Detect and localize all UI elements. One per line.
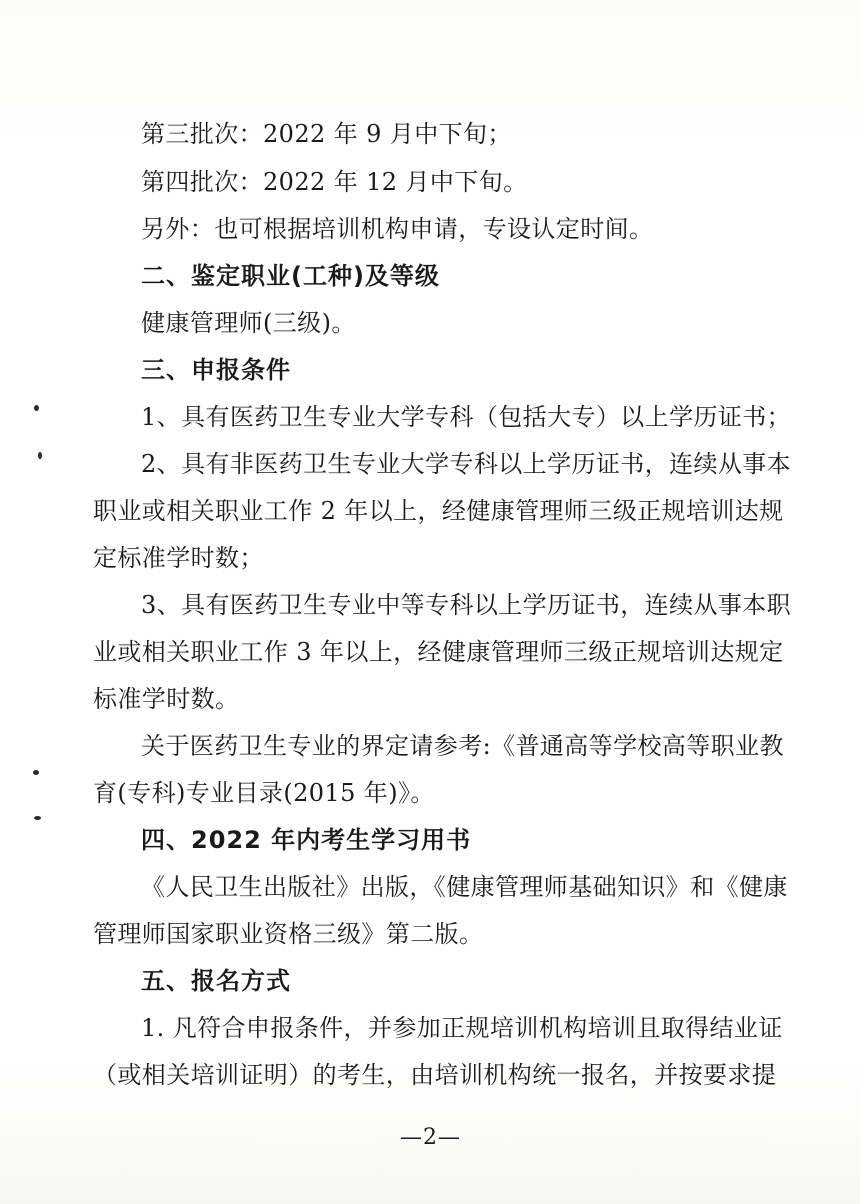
section-heading-registration: 五、报名方式 <box>141 967 291 995</box>
scan-speck <box>34 405 39 411</box>
definition-reference-line-2: 育(专科)专业目录(2015 年)》。 <box>93 779 435 807</box>
section-heading-conditions: 三、申报条件 <box>141 356 291 384</box>
condition-3-line-1: 3、具有医药卫生专业中等专科以上学历证书，连续从事本职 <box>141 591 792 619</box>
condition-2-line-2: 职业或相关职业工作 2 年以上，经健康管理师三级正规培训达规 <box>93 497 784 525</box>
additional-note-line: 另外：也可根据培训机构申请，专设认定时间。 <box>141 215 654 243</box>
registration-line-1: 1. 凡符合申报条件，并参加正规培训机构培训且取得结业证 <box>141 1014 783 1042</box>
condition-2-line-3: 定标准学时数； <box>93 544 264 572</box>
page-number: —2— <box>400 1125 461 1150</box>
scan-speck <box>38 452 42 459</box>
condition-2-line-1: 2、具有非医药卫生专业大学专科以上学历证书，连续从事本 <box>141 450 792 478</box>
books-line-1: 《人民卫生出版社》出版，《健康管理师基础知识》和《健康 <box>141 873 788 901</box>
batch-four-line: 第四批次：2022 年 12 月中下旬。 <box>141 168 528 196</box>
section-heading-books: 四、2022 年内考生学习用书 <box>141 826 472 854</box>
section-heading-occupation: 二、鉴定职业(工种)及等级 <box>141 262 440 290</box>
registration-line-2: （或相关培训证明）的考生，由培训机构统一报名，并按要求提 <box>93 1061 777 1089</box>
scan-speck <box>34 816 41 820</box>
scan-speck <box>33 770 39 775</box>
condition-3-line-2: 业或相关职业工作 3 年以上，经健康管理师三级正规培训达规定 <box>93 638 784 666</box>
condition-1-line: 1、具有医药卫生专业大学专科（包括大专）以上学历证书； <box>141 403 792 431</box>
definition-reference-line-1: 关于医药卫生专业的界定请参考:《普通高等学校高等职业教 <box>141 732 784 760</box>
occupation-level-line: 健康管理师(三级)。 <box>141 309 356 337</box>
batch-three-line: 第三批次：2022 年 9 月中下旬； <box>141 120 512 148</box>
books-line-2: 管理师国家职业资格三级》第二版。 <box>93 920 484 948</box>
condition-3-line-3: 标准学时数。 <box>93 685 240 713</box>
